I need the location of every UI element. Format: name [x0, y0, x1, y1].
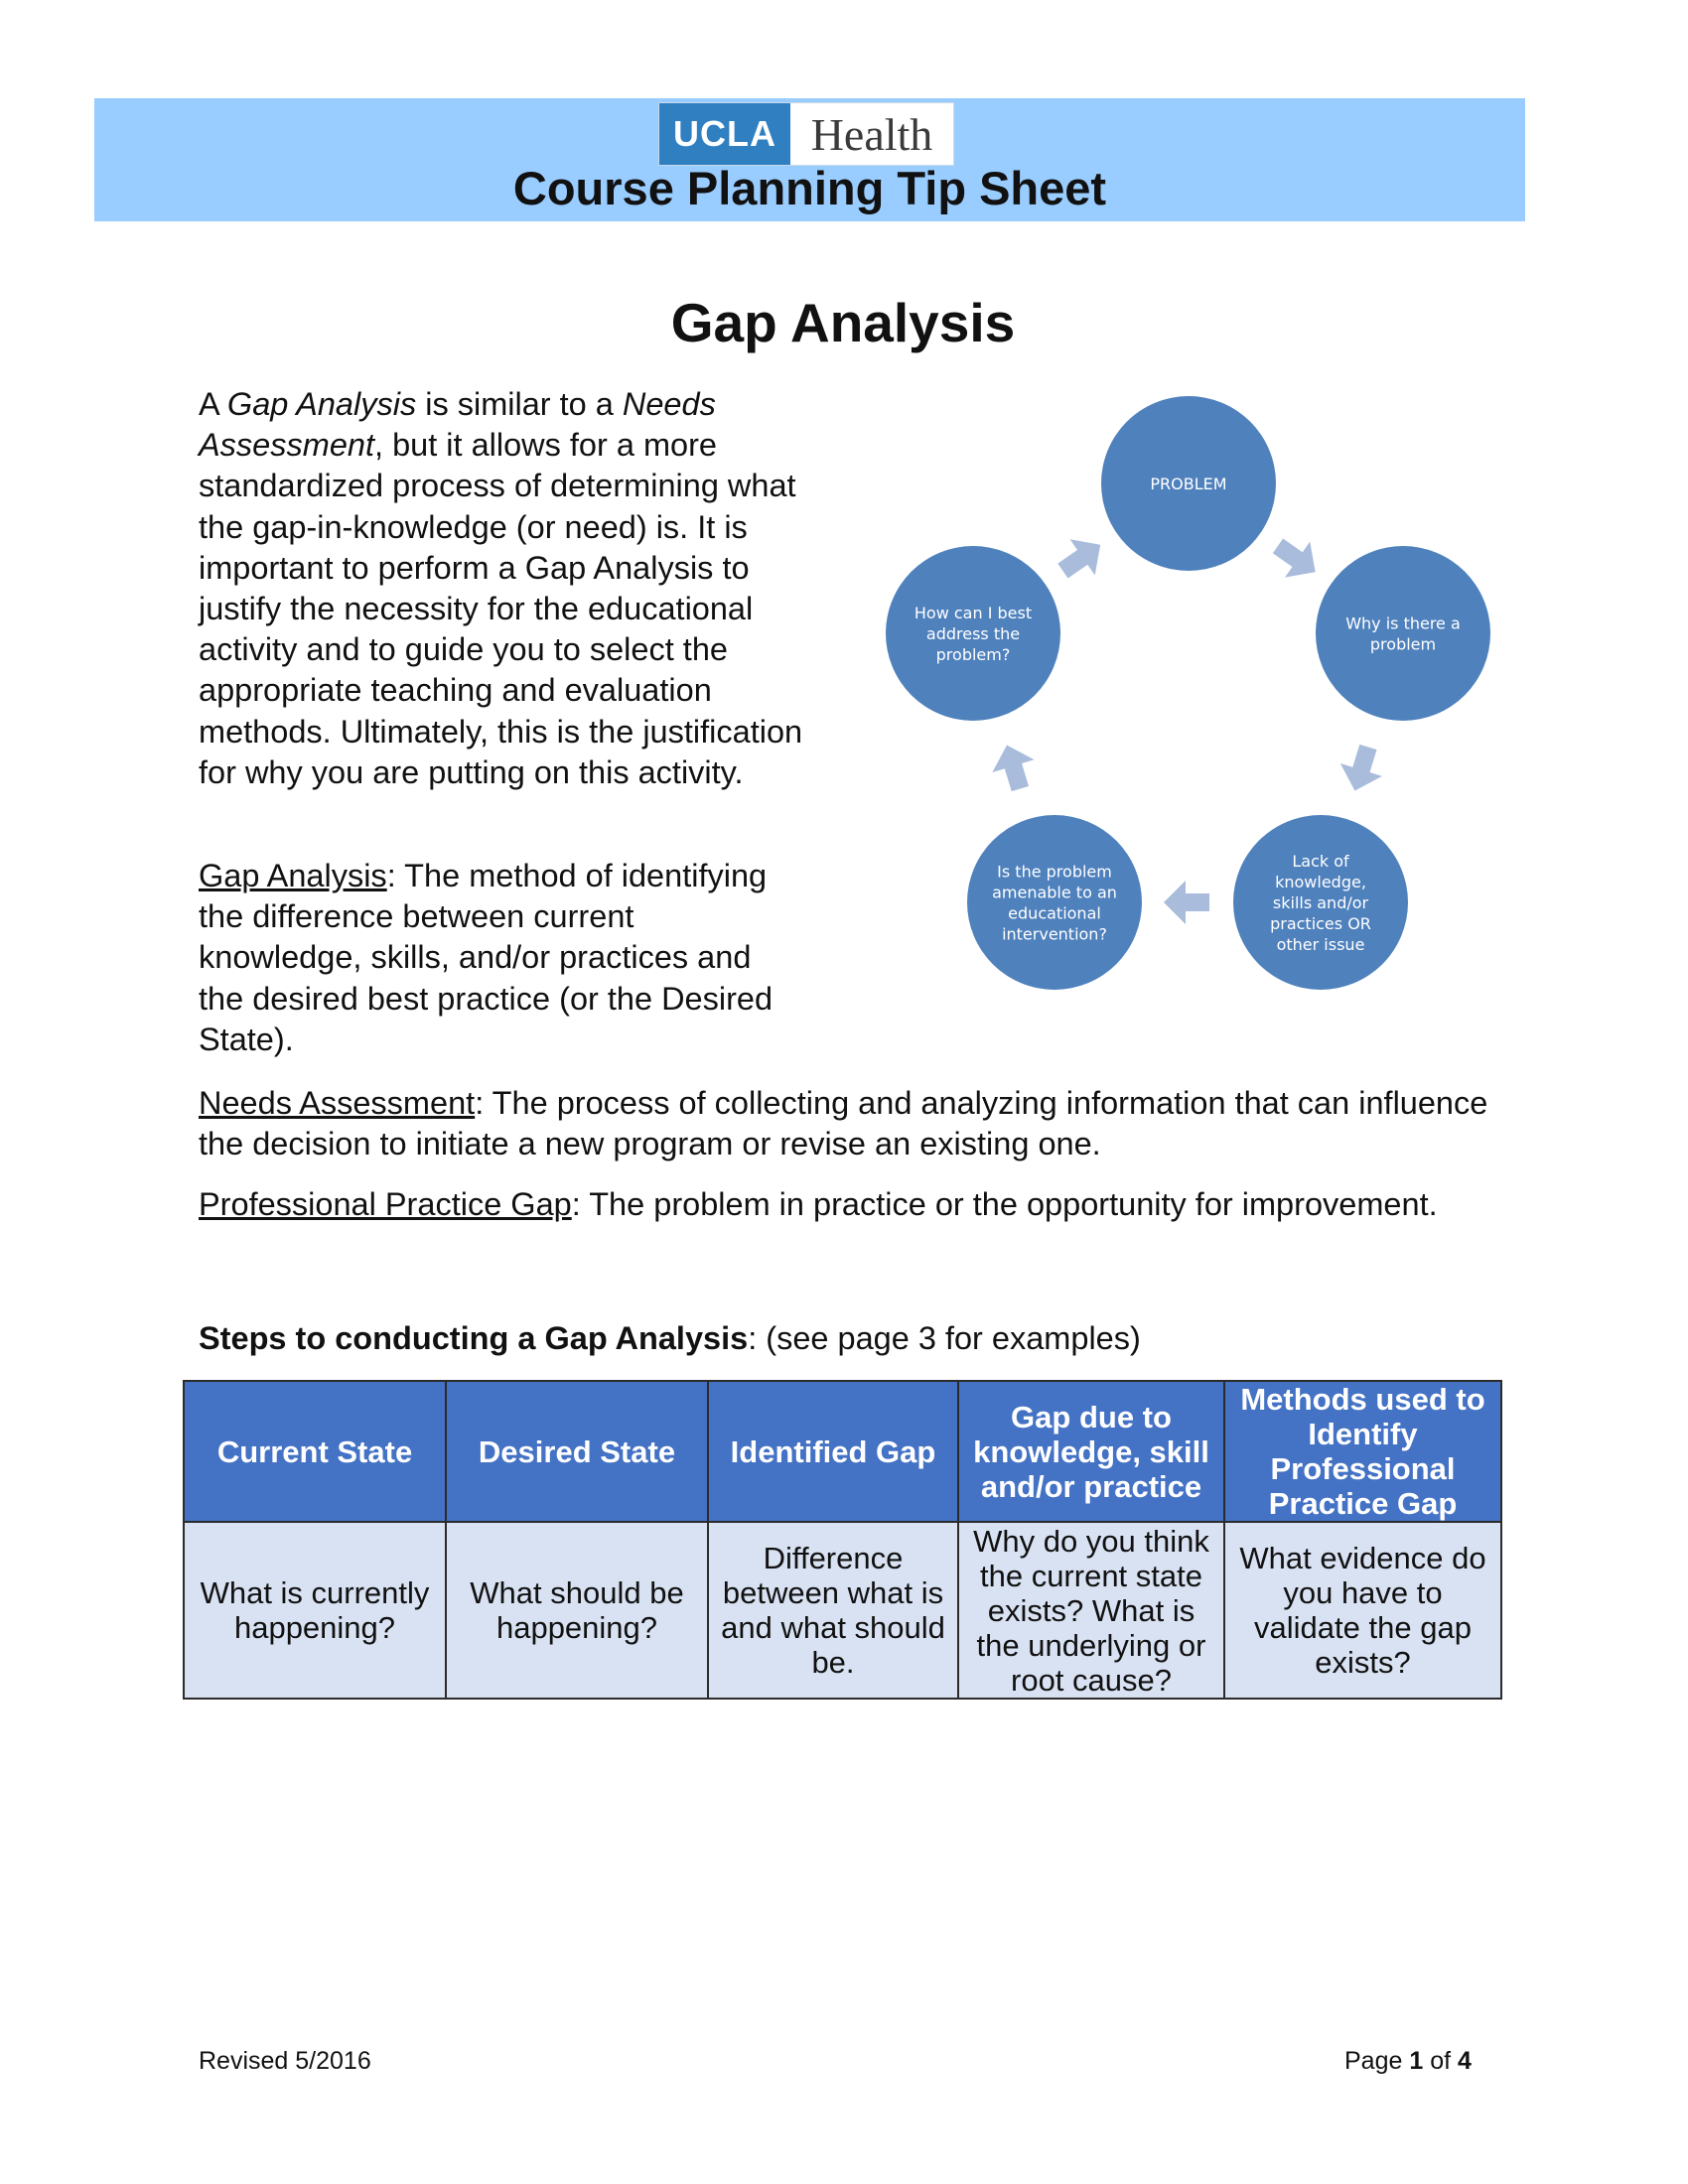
cycle-node-circle	[1316, 546, 1490, 721]
cycle-node-label: How can I best	[914, 604, 1033, 622]
table-cell: Difference between what is and what should be.	[708, 1522, 958, 1699]
cycle-node-label: Why is there a	[1345, 614, 1461, 633]
ucla-health-logo	[658, 102, 954, 166]
header-title: Course Planning Tip Sheet	[512, 162, 1107, 214]
cycle-node-label: problem	[1369, 634, 1437, 654]
steps-heading: Steps to conducting a Gap Analysis: (see page 3 for examples)	[199, 1320, 1141, 1356]
page-number: Page 1 of 4	[1344, 2047, 1472, 2075]
cycle-arrow-icon	[1051, 527, 1113, 589]
definition-term: Gap Analysis	[199, 858, 387, 893]
table-header-row	[184, 1381, 1501, 1522]
column-header: Methods used to Identify Professional Practice Gap	[1224, 1381, 1501, 1522]
revised-date: Revised 5/2016	[199, 2047, 371, 2075]
cycle-node-label: intervention?	[1002, 924, 1107, 944]
cycle-node-label: address the	[925, 624, 1021, 643]
definition-term: Needs Assessment	[199, 1085, 476, 1121]
cycle-arrow-icon	[1334, 741, 1389, 797]
column-header: Identified Gap	[708, 1381, 958, 1522]
cycle-node-label: educational	[1008, 903, 1101, 923]
cycle-node-label: Is the problem	[997, 862, 1112, 882]
gap-analysis-cycle-diagram	[874, 392, 1509, 998]
cycle-node-label: Lack of	[1292, 852, 1349, 871]
table-cell: Why do you think the current state exists? What is the underlying or root cause?	[958, 1522, 1224, 1699]
gap-analysis-table	[183, 1380, 1502, 1700]
intro-em-needs-assessment: Needs Assessment	[199, 386, 716, 464]
table-cell: What evidence do you have to validate the gap exists?	[1224, 1522, 1501, 1699]
cycle-arrow-icon	[1164, 881, 1209, 924]
cycle-node-circle	[967, 815, 1142, 990]
column-header: Gap due to knowledge, skill and/or practice	[958, 1381, 1224, 1522]
table-cell: What should be happening?	[446, 1522, 708, 1699]
intro-paragraph: A Gap Analysis is similar to a Needs Assessment, but it allows for a more standardized process of determining what the gap-in-knowledge (or need) is. It is important to perform a Gap Analysis to justify the necessity for the educational activity and to guide you to select the appropriate teaching and evaluation methods. Ultimately, this is the justification for why you are putting on this activity.	[199, 386, 803, 790]
cycle-node-label: practices OR	[1270, 914, 1371, 933]
intro-em-gap-analysis: Gap Analysis	[226, 386, 417, 422]
page-title: Gap Analysis	[670, 292, 1016, 353]
cycle-node-label: problem?	[935, 645, 1011, 664]
table-row	[184, 1522, 1501, 1699]
definition-professional-practice-gap: Professional Practice Gap: The problem in practice or the opportunity for improvement.	[199, 1186, 1438, 1222]
definition-term: Professional Practice Gap	[199, 1186, 572, 1222]
definition-needs-assessment: Needs Assessment: The process of collecting and analyzing information that can influence the decision to initiate a new program or revise an existing one.	[199, 1085, 1488, 1162]
cycle-node-label: other issue	[1276, 935, 1365, 954]
definition-gap-analysis: Gap Analysis: The method of identifying the difference between current knowledge, skills, and/or practices and the desired best practice (or the Desired State).	[199, 858, 774, 1057]
table-cell: What is currently happening?	[184, 1522, 446, 1699]
cycle-arrow-icon	[986, 739, 1041, 795]
logo-ucla: UCLA	[659, 103, 790, 165]
cycle-node-label: skills and/or	[1272, 893, 1369, 912]
cycle-node-label: amenable to an	[992, 883, 1117, 902]
column-header: Current State	[184, 1381, 446, 1522]
logo-health: Health	[810, 108, 933, 160]
cycle-node-label: knowledge,	[1275, 873, 1366, 891]
cycle-arrow-icon	[1265, 528, 1328, 590]
column-header: Desired State	[446, 1381, 708, 1522]
cycle-node-label: PROBLEM	[1150, 475, 1227, 493]
